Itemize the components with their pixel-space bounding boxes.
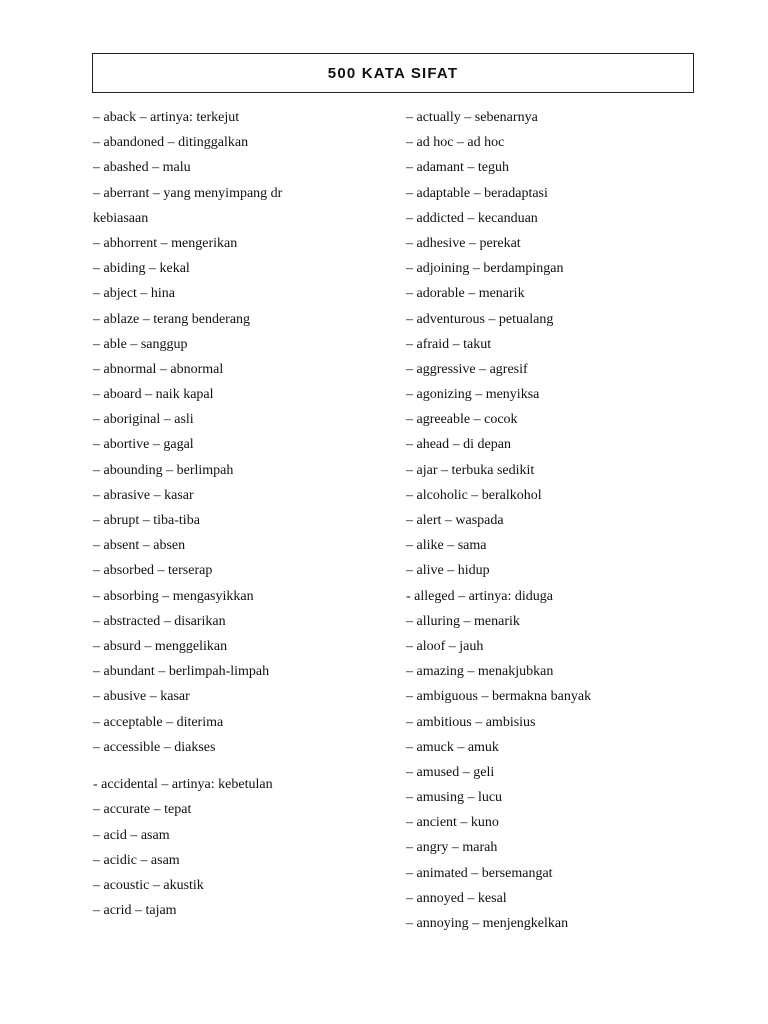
list-item: – amusing – lucu (406, 790, 503, 806)
list-item: – agonizing – menyiksa (406, 387, 540, 403)
page-title: 500 KATA SIFAT (327, 64, 459, 82)
list-item: – acceptable – diterima (93, 714, 224, 730)
list-item: - accidental – artinya: kebetulan (93, 777, 273, 793)
list-item: – abiding – kekal (93, 261, 190, 277)
list-item: – able – sanggup (93, 336, 188, 352)
list-item: – abortive – gagal (93, 437, 194, 453)
list-item: – ad hoc – ad hoc (406, 135, 505, 151)
list-item: – abnormal – abnormal (93, 361, 224, 377)
list-item: – addicted – kecanduan (406, 210, 538, 226)
list-item: – ajar – terbuka sedikit (406, 462, 535, 478)
list-item: – acid – asam (93, 827, 170, 843)
list-item: – ambitious – ambisius (406, 714, 536, 730)
list-item: – animated – bersemangat (406, 865, 553, 881)
list-item: – abstracted – disarikan (93, 613, 226, 629)
list-item: – accessible – diakses (93, 739, 216, 755)
list-item: – annoyed – kesal (406, 890, 507, 906)
list-item: – adorable – menarik (406, 286, 525, 302)
list-item: – agreeable – cocok (406, 412, 518, 428)
list-item: – amazing – menakjubkan (406, 664, 554, 680)
list-item: – afraid – takut (406, 336, 492, 352)
list-item: – alive – hidup (406, 563, 490, 579)
list-item: – abrasive – kasar (93, 487, 194, 503)
list-item: – acidic – asam (93, 852, 180, 868)
left-word-list (93, 108, 393, 926)
list-item: – acoustic – akustik (93, 878, 204, 894)
list-item: – accurate – tepat (93, 802, 192, 818)
list-item: – adjoining – berdampingan (406, 261, 564, 277)
list-item: – absurd – menggelikan (93, 638, 228, 654)
list-item: – aback – artinya: terkejut (93, 110, 240, 125)
list-item: – alluring – menarik (406, 613, 520, 629)
list-item: – actually – sebenarnya (406, 110, 538, 125)
list-item: – alcoholic – beralkohol (406, 487, 542, 503)
list-item: – adamant – teguh (406, 160, 510, 176)
list-item: – abandoned – ditinggalkan (93, 135, 249, 151)
list-item: – alike – sama (406, 538, 487, 554)
list-item: – aggressive – agresif (406, 361, 528, 377)
list-item: – absorbed – terserap (93, 563, 213, 579)
list-item: – absent – absen (93, 538, 186, 554)
list-item: – abject – hina (93, 286, 176, 302)
list-item: – alert – waspada (406, 513, 504, 528)
list-item: kebiasaan (93, 210, 149, 226)
list-item: – aloof – jauh (406, 638, 484, 654)
list-item: – abrupt – tiba-tiba (93, 513, 200, 528)
list-item: – abounding – berlimpah (93, 462, 234, 478)
list-item: – aboriginal – asli (93, 412, 194, 428)
list-item: – ahead – di depan (406, 437, 511, 453)
list-item: – angry – marah (406, 840, 498, 856)
list-item: – adaptable – beradaptasi (406, 185, 548, 201)
list-item: – adhesive – perekat (406, 235, 521, 251)
list-item: – abhorrent – mengerikan (93, 235, 238, 251)
list-item: – abundant – berlimpah-limpah (93, 664, 270, 680)
list-item: – aberrant – yang menyimpang dr (93, 185, 283, 201)
list-item: – ancient – kuno (406, 815, 499, 831)
list-item: – annoying – menjengkelkan (406, 916, 569, 931)
list-item: – acrid – tajam (93, 903, 177, 919)
list-item: – ambiguous – bermakna banyak (406, 689, 592, 705)
list-item: – abashed – malu (93, 160, 191, 176)
list-item: – adventurous – petualang (406, 311, 554, 327)
list-item: – ablaze – terang benderang (93, 311, 251, 327)
title-box (92, 53, 694, 93)
right-word-list (406, 108, 706, 939)
list-item: – abusive – kasar (93, 689, 190, 705)
list-item: - alleged – artinya: diduga (406, 588, 553, 604)
list-item: – aboard – naik kapal (93, 387, 214, 403)
list-item: – amuck – amuk (406, 739, 499, 755)
list-item: – absorbing – mengasyikkan (93, 588, 254, 604)
list-item: – amused – geli (406, 764, 495, 780)
